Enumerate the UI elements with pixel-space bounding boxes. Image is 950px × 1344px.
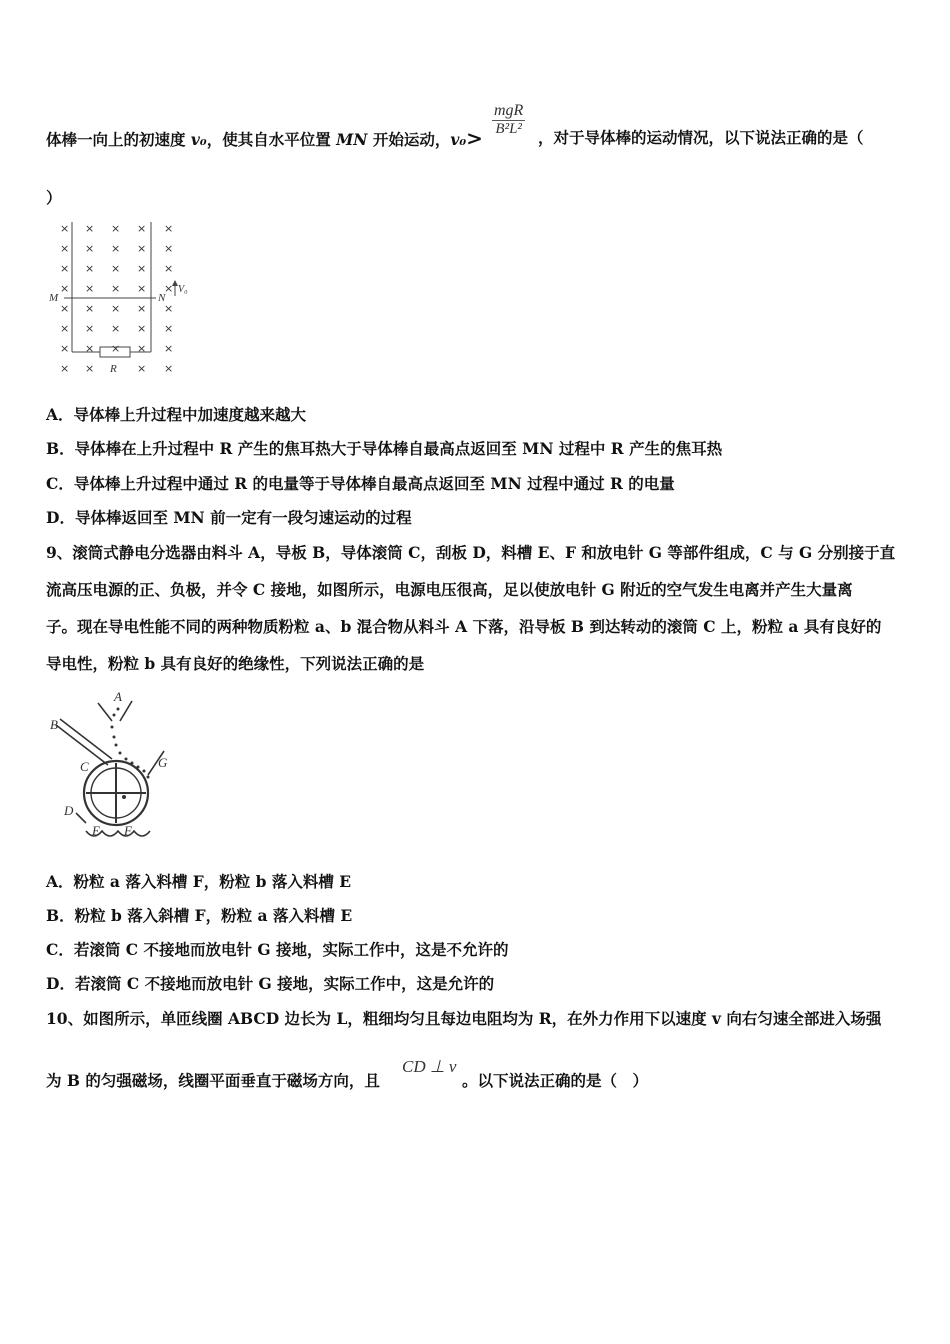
svg-text:×: × [137,342,147,355]
svg-text:×: × [60,322,70,335]
q8-label-r: R [110,363,117,375]
q8-option-b[interactable] [46,439,722,459]
q9-option-c[interactable] [46,940,509,960]
q8-option-a[interactable] [46,405,306,425]
option-text: 导体棒上升过程中通过 R 的电量等于导体棒自最高点返回至 MN 过程中通过 R 的电量 [73,474,675,493]
q8-label-v0: V₀ [178,284,188,295]
svg-text:×: × [164,242,174,255]
q8-stem-text-2: ，使其自水平位置 [206,130,337,149]
svg-text:×: × [60,342,70,355]
q9-label-g: G [158,755,168,770]
q8-close-paren: ） [46,188,62,207]
q10-stem-line1: 10、如图所示，单匝线圈 ABCD 边长为 L，粗细均匀且每边电阻均为 R，在外力作用下以速度 v 向右匀速全部进入场强 [46,1009,882,1028]
q9-label-c: C [80,759,89,774]
option-label: B． [46,439,75,458]
option-label: A． [46,405,74,424]
svg-text:×: × [164,322,174,335]
q8-option-d[interactable] [46,508,412,528]
svg-text:×: × [137,302,147,315]
q8-label-m: M [49,292,59,304]
q9-scraper-d [76,813,86,823]
q8-v0-symbol-2: v₀ [450,130,467,149]
svg-text:×: × [164,362,174,375]
q9-guide-plate-b-edge [60,719,112,759]
q10-math-cd-perp-v: CD ⊥ v [402,1057,457,1076]
q8-v0-symbol: v₀ [190,130,207,149]
option-text: 导体棒上升过程中加速度越来越大 [73,405,307,424]
q9-stem-line4: 导电性，粉粒 b 具有良好的绝缘性，下列说法正确的是 [46,654,425,673]
q9-hopper-left [98,703,112,721]
q9-stem-line2: 流高压电源的正、负极，并令 C 接地，如图所示，电源电压很高，足以使放电针 G 附近的空气发生电离并产生大量离 [46,580,853,599]
svg-text:×: × [137,322,147,335]
q8-magnetic-field-figure [44,218,204,378]
svg-text:×: × [164,222,174,235]
option-label: B． [46,906,75,925]
svg-text:×: × [137,362,147,375]
svg-text:×: × [60,362,70,375]
svg-text:×: × [85,302,95,315]
q9-hopper-right [120,701,132,721]
svg-text:×: × [60,262,70,275]
q10-stem-line2a: 为 B 的匀强磁场，线圈平面垂直于磁场方向，且 [46,1071,380,1090]
svg-text:×: × [111,322,121,335]
option-text: 粉粒 a 落入料槽 F，粉粒 b 落入料槽 E [73,872,352,891]
option-label: D． [46,508,75,527]
q9-option-a[interactable] [46,872,351,892]
q9-label-d: D [64,803,74,818]
svg-text:×: × [60,302,70,315]
q9-option-b[interactable] [46,906,352,926]
q8-stem-line1 [46,128,483,150]
q8-mn-symbol: MN [336,130,368,149]
q8-stem-text-4: ，对于导体棒的运动情况，以下说法正确的是（ [538,128,864,147]
option-text: 若滚筒 C 不接地而放电针 G 接地，实际工作中，这是不允许的 [73,940,509,959]
q8-stem-text-3: 开始运动， [367,130,451,149]
option-label: D． [46,974,75,993]
q9-stem-line3: 子。现在导电性能不同的两种物质粉粒 a、b 混合物从料斗 A 下落，沿导板 B 到达转动的滚筒 C 上，粉粒 a 具有良好的 [46,617,882,636]
svg-text:×: × [85,282,95,295]
q9-label-e: E [92,823,100,838]
svg-text:×: × [111,342,121,355]
svg-text:×: × [137,262,147,275]
q8-stem-line1-tail [538,128,864,148]
svg-text:×: × [85,362,95,375]
option-label: A． [46,872,74,891]
q8-fraction [492,102,525,138]
q9-separator-figure [46,685,186,845]
svg-text:×: × [85,342,95,355]
q8-label-n: N [158,292,166,304]
svg-text:×: × [137,282,147,295]
svg-text:×: × [164,262,174,275]
q8-gt-sign: > [466,126,483,150]
svg-text:×: × [137,222,147,235]
q9-stem-line1: 9、滚筒式静电分选器由料斗 A，导板 B，导体滚筒 C，刮板 D，料槽 E、F 和放电针 G 等部件组成，C 与 G 分别接于直 [46,543,896,562]
svg-text:×: × [111,222,121,235]
option-text: 导体棒返回至 MN 前一定有一段匀速运动的过程 [74,508,412,527]
option-text: 导体棒在上升过程中 R 产生的焦耳热大于导体棒自最高点返回至 MN 过程中 R 产生的焦耳热 [74,439,723,458]
svg-text:×: × [164,302,174,315]
svg-text:×: × [85,262,95,275]
q9-label-a: A [114,689,122,704]
svg-text:×: × [111,242,121,255]
q8-fraction-denominator: B²L² [495,121,522,137]
q8-stem-close [46,188,62,208]
option-text: 粉粒 b 落入斜槽 F，粉粒 a 落入料槽 E [74,906,353,925]
q8-fraction-numerator: mgR [494,102,524,119]
svg-text:×: × [111,302,121,315]
svg-text:×: × [85,242,95,255]
option-label: C． [46,940,74,959]
svg-text:×: × [60,242,70,255]
option-label: C． [46,474,74,493]
q9-label-f: F [124,823,132,838]
q8-stem-text-1: 体棒一向上的初速度 [46,130,191,149]
svg-text:×: × [164,342,174,355]
svg-text:×: × [137,242,147,255]
q8-option-c[interactable] [46,474,675,494]
q10-stem-line2b: 。以下说法正确的是（ ） [462,1071,649,1090]
svg-text:×: × [111,262,121,275]
q9-label-b: B [50,717,58,732]
svg-text:×: × [111,282,121,295]
option-text: 若滚筒 C 不接地而放电针 G 接地，实际工作中，这是允许的 [74,974,495,993]
svg-text:×: × [60,222,70,235]
svg-text:×: × [85,322,95,335]
svg-text:×: × [164,282,174,295]
svg-text:×: × [60,282,70,295]
q9-option-d[interactable] [46,974,494,994]
svg-text:×: × [85,222,95,235]
